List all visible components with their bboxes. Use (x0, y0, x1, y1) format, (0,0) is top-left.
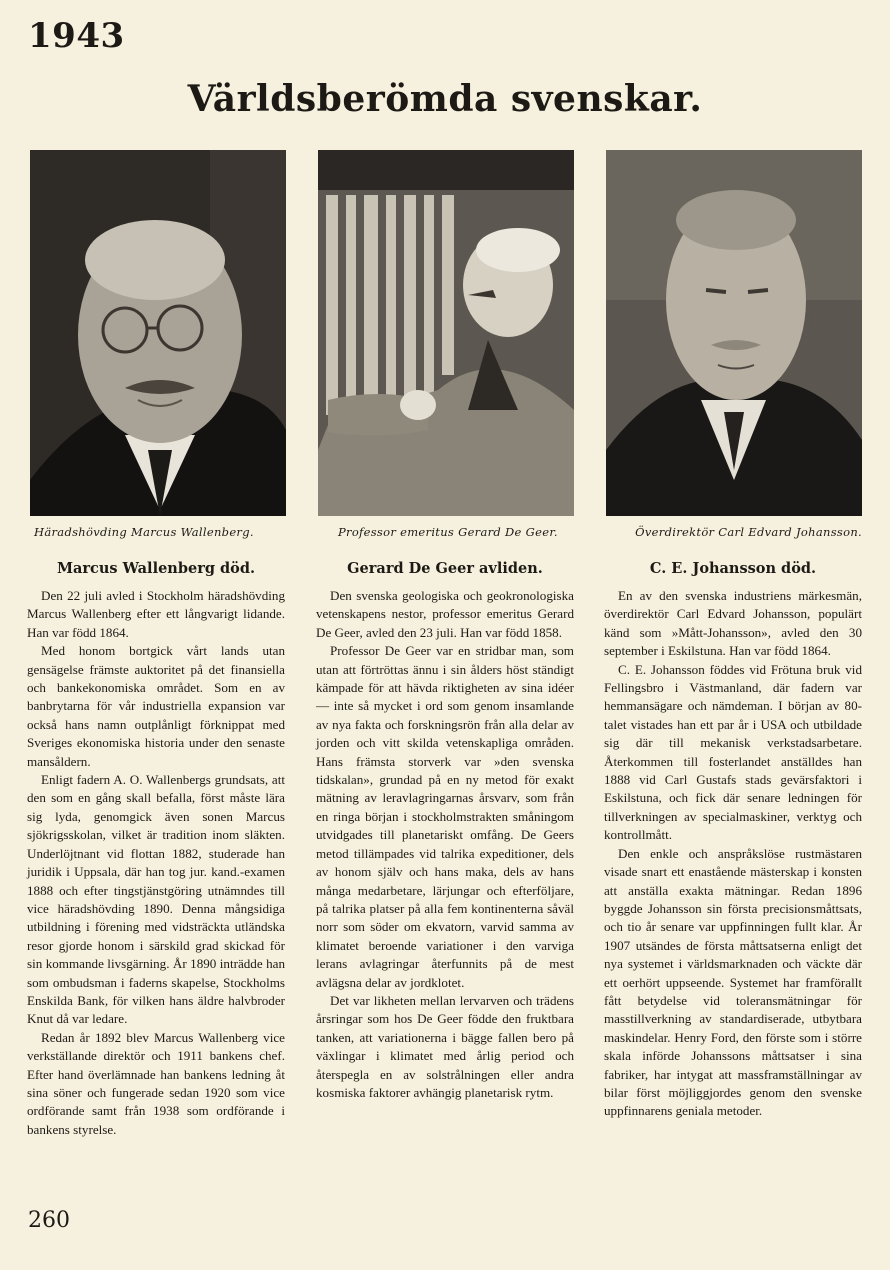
year-heading: 1943 (28, 16, 125, 56)
page-number: 260 (28, 1208, 70, 1233)
article-title: Gerard De Geer avliden. (347, 560, 543, 577)
caption-johansson: Överdirektör Carl Edvard Johansson. (635, 525, 862, 539)
article-wallenberg (27, 560, 285, 1139)
caption-wallenberg: Häradshövding Marcus Wallenberg. (34, 525, 254, 539)
article-paragraph: Med honom bortgick vårt lands utan gensägelse främste auktoritet på det finansiella och bankekonomiska området. Som en av banbrytarna för vår industriella expansion var också hans namn outplånligt förknippat med Sveriges ekonomiska historia under den senaste mansåldern. (27, 643, 285, 769)
article-paragraph: C. E. Johansson föddes vid Frötuna bruk vid Fellingsbro i Västmanland, där fadern var hemmansägare och nämdeman. I början av 80-talet vistades han ett par år i USA och utbildade sig där till mekanisk verkstadsarbetare. Återkommen till fosterlandet anställdes han 1888 vid Carl Gustafs stads gevärsfaktori i Eskilstuna, och fick där senare ledningen för tillverkningen av specialmaskiner, verktyg och kontrollmått. (604, 661, 862, 843)
article-title: C. E. Johansson död. (649, 560, 817, 577)
portrait-johansson (606, 150, 862, 516)
article-paragraph: En av den svenska industriens märkesmän, överdirektör Carl Edvard Johansson, populärt känd som »Mått-Johansson», avled den 30 september i Eskilstuna. Han var född 1864. (604, 588, 862, 659)
article-title: Marcus Wallenberg död. (56, 560, 256, 577)
article-paragraph: Professor De Geer var en stridbar man, som utan att förtröttas ännu i sin ålders höst ständigt kämpade för att hävda riktigheten av sina idéer — inte så mycket i ord som genom insamlande av nya fakta och forskningsrön från alla delar av jorden och vitt skilda vetenskapliga områden. Hans främsta storverk var »den svenska tidskalan», grundad på en ny metod för exakt mätning av leravlagringarnas årsvarv, som från en ringa början i stockholmstrakten småningom utvidgades till planetariskt omfång. De Geers metod tillämpades vid talrika expeditioner, dels av honom själv och hans maka, dels av hans många medarbetare, lärjungar och efterföljare, på talrika platser på alla fem kontinenterna såväl norr som söder om ekvatorn, varvid samma av klimatet beroende variationer i den varviga lerans avlagringar återfunnits på de mest avlägsna delar av jordklotet. (316, 643, 574, 990)
article-paragraph: Redan år 1892 blev Marcus Wallenberg vice verkställande direktör och 1911 bankens chef. Efter hand överlämnade han bankens ledning åt sina söner och fungerade sedan 1920 som vice ordförande samt från 1938 som ordförande i bankens styrelse. (27, 1029, 285, 1137)
portrait-de-geer (318, 150, 574, 516)
page-headline: Världsberömda svenskar. (187, 78, 703, 120)
article-paragraph: Den 22 juli avled i Stockholm häradshövding Marcus Wallenberg efter ett långvarigt lidande. Han var född 1864. (27, 588, 285, 640)
article-paragraph: Den svenska geologiska och geokronologiska vetenskapens nestor, professor emeritus Gerard De Geer, avled den 23 juli. Han var född 1858. (316, 588, 574, 640)
article-de-geer (316, 560, 574, 1102)
portrait-wallenberg (30, 150, 286, 516)
article-paragraph: Den enkle och anspråkslöse rustmästaren visade snart ett enastående mästerskap i konsten att anställa exakta mätningar. Redan 1896 byggde Johansson sin första precisionsmåttsats, och tio år senare var uppfinningen fullt klar. År 1907 utsändes de första måttsatserna enligt det nya systemet i världsmarknaden och väckte där ett oerhört uppseende. Systemet har framförallt fått betydelse vid toleransmätningar för masstillverkning av standardiserade, utbytbara maskindelar. Henry Ford, den förste som i större skala införde Johanssons måttsatser i sina fabriker, har intygat att massframställningar av bilar först möjliggjordes genom den svenske uppfinnarens geniala metoder. (604, 845, 862, 1119)
article-paragraph: Det var likheten mellan lervarven och trädens årsringar som hos De Geer födde den fruktbara tanken, att variationerna i bägge fallen bero på växlingar i klimatet med årlig period och återspegla en av solstrålningen eller andra kosmiska faktorer avhängig planetarisk rytm. (316, 992, 574, 1100)
article-johansson (604, 560, 862, 1121)
caption-de-geer: Professor emeritus Gerard De Geer. (338, 525, 558, 539)
article-paragraph: Enligt fadern A. O. Wallenbergs grundsats, att den som en gång skall befalla, först måste lära sig lyda, genomgick även sonen Marcus sjökrigsskolan, vilket är tradition inom släkten. Underlöjtnant vid flottan 1882, studerade han juridik i Uppsala, där han tog jur. kand.-examen 1888 och efter tingstjänstgöring utnämndes till vice häradshövding 1890. Denna mångsidiga utbildning i förening med vidsträckta utländska resor gjorde honom i särskild grad skickad för sin kommande livsgärning. År 1890 inträdde han som ombudsman i faderns skapelse, Stockholms Enskilda Bank, för vilken hans äldre halvbroder Knut då var ledare. (27, 772, 285, 1027)
